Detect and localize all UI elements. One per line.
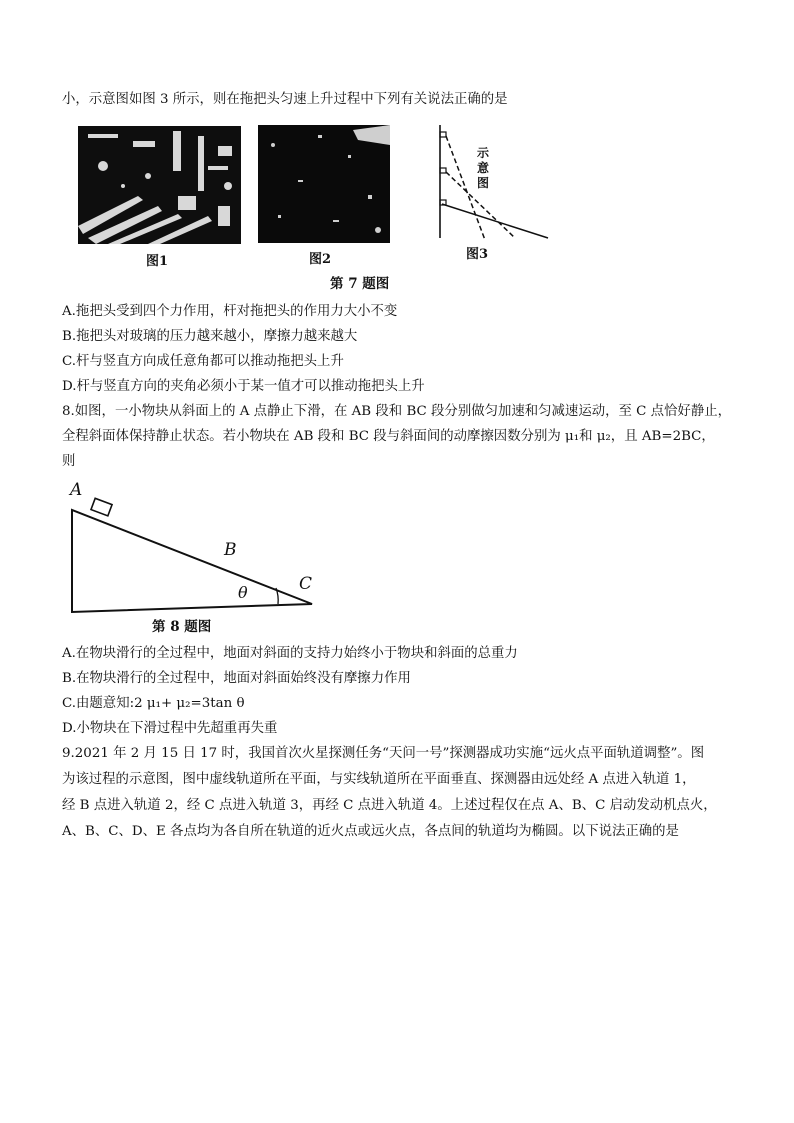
- q7-option-a: A.拖把头受到四个力作用，杆对拖把头的作用力大小不变: [62, 304, 398, 319]
- theta-label: θ: [238, 583, 248, 602]
- q9-stem-line-3: 经 B 点进入轨道 2，经 C 点进入轨道 3，再经 C 点进入轨道 4。上述过程仅在点 A、B、C 启动发动机点火，: [62, 798, 717, 813]
- figure-2-label: 图2: [309, 252, 332, 267]
- figure-3-side-label: 示 意 图: [477, 146, 490, 190]
- q8-stem-line-1: 8.如图，一小物块从斜面上的 A 点静止下滑，在 AB 段和 BC 段分别做匀加速和匀减速运动，至 C 点恰好静止，: [62, 404, 731, 419]
- q9-stem-line-2: 为该过程的示意图，图中虚线轨道所在平面，与实线轨道所在平面垂直、探测器由远处经 A 点进入轨道 1，: [62, 772, 696, 787]
- q8-option-c: C.由题意知:2 μ₁+ μ₂=3tan θ: [62, 696, 245, 711]
- figure-2-photo: [258, 125, 390, 243]
- q8-stem-line-2: 全程斜面体保持静止状态。若小物块在 AB 段和 BC 段与斜面间的动摩擦因数分别为 μ₁和 μ₂，且 AB=2BC，: [62, 429, 715, 444]
- figure-3-diagram: [430, 120, 550, 260]
- figure-3-label: 图3: [466, 247, 489, 262]
- q8-option-a: A.在物块滑行的全过程中，地面对斜面的支持力始终小于物块和斜面的总重力: [62, 646, 518, 661]
- point-b-label: B: [224, 540, 237, 560]
- q7-figure-caption: 第 7 题图: [330, 276, 390, 292]
- point-a-label: A: [70, 480, 83, 500]
- figure-1-label: 图1: [146, 254, 169, 269]
- figure-1-photo: [78, 126, 241, 244]
- incline-diagram: [60, 480, 330, 620]
- q8-option-d: D.小物块在下滑过程中先超重再失重: [62, 721, 278, 736]
- q8-stem-line-3: 则: [62, 454, 76, 469]
- q8-option-b: B.在物块滑行的全过程中，地面对斜面始终没有摩擦力作用: [62, 671, 411, 686]
- point-c-label: C: [299, 574, 313, 594]
- q7-intro: 小，示意图如图 3 所示，则在拖把头匀速上升过程中下列有关说法正确的是: [62, 92, 508, 107]
- q7-option-d: D.杆与竖直方向的夹角必须小于某一值才可以推动拖把头上升: [62, 379, 425, 394]
- q7-option-b: B.拖把头对玻璃的压力越来越小，摩擦力越来越大: [62, 329, 358, 344]
- q9-stem-line-1: 9.2021 年 2 月 15 日 17 时，我国首次火星探测任务“天问一号”探测器成功实施“远火点平面轨道调整”。图: [62, 746, 705, 761]
- q8-figure-caption: 第 8 题图: [152, 619, 212, 635]
- q9-stem-line-4: A、B、C、D、E 各点均为各自所在轨道的近火点或远火点，各点间的轨道均为椭圆。以下说法正确的是: [62, 824, 679, 839]
- q7-option-c: C.杆与竖直方向成任意角都可以推动拖把头上升: [62, 354, 344, 369]
